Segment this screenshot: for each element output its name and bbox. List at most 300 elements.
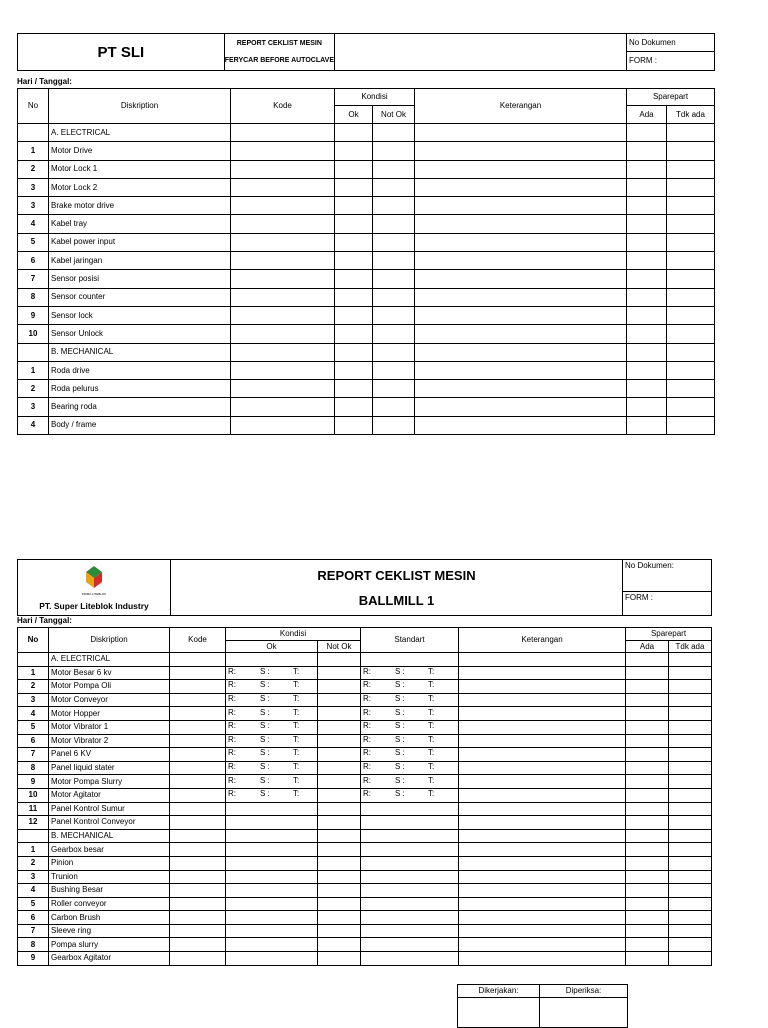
ada-checkbox[interactable] xyxy=(627,233,667,251)
kode-field[interactable] xyxy=(170,924,226,938)
not-ok-field[interactable] xyxy=(318,653,361,667)
row-no xyxy=(18,829,49,843)
ada-checkbox[interactable] xyxy=(626,816,669,830)
ada-checkbox[interactable] xyxy=(627,306,667,324)
tdk-ada-checkbox[interactable] xyxy=(669,680,712,694)
not-ok-checkbox[interactable] xyxy=(373,233,415,251)
row-no: 9 xyxy=(18,775,49,789)
not-ok-field[interactable] xyxy=(318,775,361,789)
ada-checkbox[interactable] xyxy=(626,829,669,843)
tdk-ada-checkbox[interactable] xyxy=(669,924,712,938)
rst-r-label: R: xyxy=(228,734,236,744)
ok-checkbox[interactable] xyxy=(335,252,373,270)
ada-checkbox[interactable] xyxy=(626,870,669,884)
form2-header xyxy=(17,559,712,616)
kode-field[interactable] xyxy=(170,938,226,952)
not-ok-checkbox[interactable] xyxy=(373,252,415,270)
tdk-ada-checkbox[interactable] xyxy=(669,870,712,884)
standart-field[interactable] xyxy=(361,829,459,843)
keterangan-field[interactable] xyxy=(415,215,627,233)
ok-field[interactable] xyxy=(226,952,318,966)
ok-field[interactable] xyxy=(226,856,318,870)
keterangan-field[interactable] xyxy=(415,197,627,215)
not-ok-checkbox[interactable] xyxy=(373,197,415,215)
row-no: 3 xyxy=(18,693,49,707)
tdk-ada-checkbox[interactable] xyxy=(669,897,712,911)
ok-checkbox[interactable] xyxy=(335,124,373,142)
ada-checkbox[interactable] xyxy=(626,748,669,762)
keterangan-field[interactable] xyxy=(415,270,627,288)
ada-checkbox[interactable] xyxy=(626,843,669,857)
keterangan-field[interactable] xyxy=(459,870,626,884)
tdk-ada-checkbox[interactable] xyxy=(669,938,712,952)
keterangan-field[interactable] xyxy=(415,416,627,434)
ok-checkbox[interactable] xyxy=(335,288,373,306)
kode-field[interactable] xyxy=(170,856,226,870)
kode-field[interactable] xyxy=(231,325,335,343)
tdk-ada-checkbox[interactable] xyxy=(667,306,715,324)
tdk-ada-checkbox[interactable] xyxy=(669,707,712,721)
row-description: Kabel jaringan xyxy=(49,252,231,270)
not-ok-field[interactable] xyxy=(318,734,361,748)
keterangan-field[interactable] xyxy=(415,252,627,270)
ok-checkbox[interactable] xyxy=(335,343,373,361)
ada-checkbox[interactable] xyxy=(626,856,669,870)
ada-checkbox[interactable] xyxy=(626,952,669,966)
not-ok-field[interactable] xyxy=(318,816,361,830)
standart-field[interactable] xyxy=(361,653,459,667)
keterangan-field[interactable] xyxy=(415,160,627,178)
checked-by-signature-field[interactable] xyxy=(540,998,628,1028)
ada-checkbox[interactable] xyxy=(627,124,667,142)
standart-field[interactable] xyxy=(361,816,459,830)
tdk-ada-checkbox[interactable] xyxy=(667,142,715,160)
keterangan-field[interactable] xyxy=(459,856,626,870)
not-ok-checkbox[interactable] xyxy=(373,270,415,288)
not-ok-field[interactable] xyxy=(318,911,361,925)
ada-checkbox[interactable] xyxy=(627,288,667,306)
keterangan-field[interactable] xyxy=(459,816,626,830)
keterangan-field[interactable] xyxy=(459,666,626,680)
tdk-ada-checkbox[interactable] xyxy=(667,343,715,361)
standart-field[interactable] xyxy=(361,870,459,884)
ok-field[interactable] xyxy=(226,911,318,925)
kode-field[interactable] xyxy=(170,775,226,789)
standart-field[interactable] xyxy=(361,952,459,966)
col2-sparepart: Sparepart xyxy=(626,628,712,641)
keterangan-field[interactable] xyxy=(415,325,627,343)
standart-field[interactable] xyxy=(361,748,459,762)
tdk-ada-checkbox[interactable] xyxy=(667,233,715,251)
not-ok-checkbox[interactable] xyxy=(373,343,415,361)
ada-checkbox[interactable] xyxy=(627,325,667,343)
standart-field[interactable] xyxy=(361,788,459,802)
keterangan-field[interactable] xyxy=(459,911,626,925)
keterangan-field[interactable] xyxy=(415,178,627,196)
row-description: Sleeve ring xyxy=(49,924,170,938)
not-ok-checkbox[interactable] xyxy=(373,160,415,178)
row-description: Roda drive xyxy=(49,361,231,379)
ok-field[interactable] xyxy=(226,653,318,667)
keterangan-field[interactable] xyxy=(459,843,626,857)
ada-checkbox[interactable] xyxy=(626,897,669,911)
kode-field[interactable] xyxy=(231,142,335,160)
not-ok-checkbox[interactable] xyxy=(373,398,415,416)
ok-field[interactable] xyxy=(226,788,318,802)
ada-checkbox[interactable] xyxy=(627,252,667,270)
not-ok-field[interactable] xyxy=(318,707,361,721)
not-ok-field[interactable] xyxy=(318,938,361,952)
tdk-ada-checkbox[interactable] xyxy=(667,380,715,398)
kode-field[interactable] xyxy=(170,897,226,911)
not-ok-field[interactable] xyxy=(318,748,361,762)
tdk-ada-checkbox[interactable] xyxy=(669,666,712,680)
ok-field[interactable] xyxy=(226,870,318,884)
ok-field[interactable] xyxy=(226,680,318,694)
tdk-ada-checkbox[interactable] xyxy=(667,252,715,270)
ok-checkbox[interactable] xyxy=(335,398,373,416)
kode-field[interactable] xyxy=(170,788,226,802)
keterangan-field[interactable] xyxy=(415,380,627,398)
kode-field[interactable] xyxy=(170,707,226,721)
ok-field[interactable] xyxy=(226,693,318,707)
not-ok-field[interactable] xyxy=(318,897,361,911)
row-description: B. MECHANICAL xyxy=(49,343,231,361)
ada-checkbox[interactable] xyxy=(626,775,669,789)
row-description: Kabel tray xyxy=(49,215,231,233)
keterangan-field[interactable] xyxy=(459,938,626,952)
kode-field[interactable] xyxy=(170,816,226,830)
tdk-ada-checkbox[interactable] xyxy=(669,788,712,802)
ada-checkbox[interactable] xyxy=(626,680,669,694)
keterangan-field[interactable] xyxy=(415,306,627,324)
not-ok-field[interactable] xyxy=(318,870,361,884)
tdk-ada-checkbox[interactable] xyxy=(667,398,715,416)
ada-checkbox[interactable] xyxy=(626,720,669,734)
not-ok-checkbox[interactable] xyxy=(373,306,415,324)
col-kondisi: Kondisi xyxy=(335,89,415,106)
ada-checkbox[interactable] xyxy=(627,160,667,178)
keterangan-field[interactable] xyxy=(415,343,627,361)
not-ok-checkbox[interactable] xyxy=(373,178,415,196)
tdk-ada-checkbox[interactable] xyxy=(669,816,712,830)
ada-checkbox[interactable] xyxy=(627,142,667,160)
not-ok-field[interactable] xyxy=(318,924,361,938)
ok-checkbox[interactable] xyxy=(335,306,373,324)
kode-field[interactable] xyxy=(170,884,226,898)
ada-checkbox[interactable] xyxy=(626,734,669,748)
tdk-ada-checkbox[interactable] xyxy=(669,734,712,748)
ada-checkbox[interactable] xyxy=(627,361,667,379)
ok-field[interactable] xyxy=(226,761,318,775)
standart-field[interactable] xyxy=(361,720,459,734)
kode-field[interactable] xyxy=(231,252,335,270)
table-row xyxy=(18,734,712,748)
rst-s-label: S : xyxy=(395,707,405,717)
tdk-ada-checkbox[interactable] xyxy=(669,802,712,816)
kode-field[interactable] xyxy=(170,802,226,816)
ok-checkbox[interactable] xyxy=(335,160,373,178)
ada-checkbox[interactable] xyxy=(626,924,669,938)
keterangan-field[interactable] xyxy=(459,734,626,748)
ok-field[interactable] xyxy=(226,829,318,843)
ok-field[interactable] xyxy=(226,897,318,911)
kode-field[interactable] xyxy=(231,270,335,288)
ok-checkbox[interactable] xyxy=(335,270,373,288)
ada-checkbox[interactable] xyxy=(626,802,669,816)
kode-field[interactable] xyxy=(170,761,226,775)
row-description: Gearbox besar xyxy=(49,843,170,857)
kode-field[interactable] xyxy=(231,197,335,215)
tdk-ada-checkbox[interactable] xyxy=(667,270,715,288)
ok-field[interactable] xyxy=(226,775,318,789)
tdk-ada-checkbox[interactable] xyxy=(669,693,712,707)
not-ok-field[interactable] xyxy=(318,829,361,843)
standart-field[interactable] xyxy=(361,884,459,898)
form1-company: PT SLI xyxy=(18,34,225,70)
ada-checkbox[interactable] xyxy=(627,215,667,233)
kode-field[interactable] xyxy=(231,233,335,251)
keterangan-field[interactable] xyxy=(415,398,627,416)
kode-field[interactable] xyxy=(231,306,335,324)
keterangan-field[interactable] xyxy=(415,361,627,379)
tdk-ada-checkbox[interactable] xyxy=(669,653,712,667)
tdk-ada-checkbox[interactable] xyxy=(669,720,712,734)
standart-field[interactable] xyxy=(361,802,459,816)
ok-field[interactable] xyxy=(226,734,318,748)
done-by-signature-field[interactable] xyxy=(458,998,540,1028)
ok-checkbox[interactable] xyxy=(335,178,373,196)
ok-checkbox[interactable] xyxy=(335,233,373,251)
not-ok-field[interactable] xyxy=(318,761,361,775)
ok-field[interactable] xyxy=(226,816,318,830)
not-ok-checkbox[interactable] xyxy=(373,380,415,398)
keterangan-field[interactable] xyxy=(459,884,626,898)
tdk-ada-checkbox[interactable] xyxy=(669,829,712,843)
standart-field[interactable] xyxy=(361,775,459,789)
ok-field[interactable] xyxy=(226,666,318,680)
row-no: 3 xyxy=(18,398,49,416)
tdk-ada-checkbox[interactable] xyxy=(669,843,712,857)
keterangan-field[interactable] xyxy=(415,233,627,251)
standart-field[interactable] xyxy=(361,707,459,721)
kode-field[interactable] xyxy=(170,829,226,843)
tdk-ada-checkbox[interactable] xyxy=(667,361,715,379)
tdk-ada-checkbox[interactable] xyxy=(669,884,712,898)
not-ok-field[interactable] xyxy=(318,884,361,898)
kode-field[interactable] xyxy=(231,416,335,434)
ok-field[interactable] xyxy=(226,802,318,816)
ada-checkbox[interactable] xyxy=(626,666,669,680)
tdk-ada-checkbox[interactable] xyxy=(669,952,712,966)
ada-checkbox[interactable] xyxy=(626,707,669,721)
tdk-ada-checkbox[interactable] xyxy=(669,748,712,762)
standart-field[interactable] xyxy=(361,680,459,694)
ada-checkbox[interactable] xyxy=(626,938,669,952)
ada-checkbox[interactable] xyxy=(627,416,667,434)
not-ok-field[interactable] xyxy=(318,856,361,870)
ok-field[interactable] xyxy=(226,884,318,898)
kode-field[interactable] xyxy=(170,911,226,925)
ok-checkbox[interactable] xyxy=(335,361,373,379)
not-ok-field[interactable] xyxy=(318,952,361,966)
ok-field[interactable] xyxy=(226,924,318,938)
keterangan-field[interactable] xyxy=(415,142,627,160)
tdk-ada-checkbox[interactable] xyxy=(669,856,712,870)
rst-t-label: T: xyxy=(293,694,300,704)
keterangan-field[interactable] xyxy=(459,680,626,694)
keterangan-field[interactable] xyxy=(415,124,627,142)
not-ok-checkbox[interactable] xyxy=(373,142,415,160)
keterangan-field[interactable] xyxy=(459,897,626,911)
ada-checkbox[interactable] xyxy=(626,884,669,898)
ada-checkbox[interactable] xyxy=(627,270,667,288)
not-ok-checkbox[interactable] xyxy=(373,325,415,343)
tdk-ada-checkbox[interactable] xyxy=(669,775,712,789)
keterangan-field[interactable] xyxy=(459,775,626,789)
kode-field[interactable] xyxy=(231,398,335,416)
tdk-ada-checkbox[interactable] xyxy=(667,178,715,196)
keterangan-field[interactable] xyxy=(459,653,626,667)
row-no: 6 xyxy=(18,911,49,925)
kode-field[interactable] xyxy=(231,160,335,178)
kode-field[interactable] xyxy=(170,680,226,694)
keterangan-field[interactable] xyxy=(459,829,626,843)
row-no: 6 xyxy=(18,734,49,748)
tdk-ada-checkbox[interactable] xyxy=(667,288,715,306)
keterangan-field[interactable] xyxy=(459,693,626,707)
kode-field[interactable] xyxy=(170,870,226,884)
tdk-ada-checkbox[interactable] xyxy=(667,215,715,233)
standart-field[interactable] xyxy=(361,666,459,680)
table-row xyxy=(18,215,715,233)
keterangan-field[interactable] xyxy=(459,952,626,966)
kode-field[interactable] xyxy=(231,124,335,142)
not-ok-field[interactable] xyxy=(318,843,361,857)
not-ok-field[interactable] xyxy=(318,693,361,707)
ada-checkbox[interactable] xyxy=(626,653,669,667)
kode-field[interactable] xyxy=(170,653,226,667)
standart-field[interactable] xyxy=(361,938,459,952)
rst-r-label: R: xyxy=(228,666,236,676)
ok-checkbox[interactable] xyxy=(335,380,373,398)
not-ok-checkbox[interactable] xyxy=(373,416,415,434)
ok-checkbox[interactable] xyxy=(335,325,373,343)
keterangan-field[interactable] xyxy=(459,788,626,802)
keterangan-field[interactable] xyxy=(415,288,627,306)
tdk-ada-checkbox[interactable] xyxy=(667,325,715,343)
ada-checkbox[interactable] xyxy=(626,761,669,775)
not-ok-field[interactable] xyxy=(318,788,361,802)
not-ok-checkbox[interactable] xyxy=(373,124,415,142)
standart-field[interactable] xyxy=(361,843,459,857)
ok-checkbox[interactable] xyxy=(335,197,373,215)
col2-no: No xyxy=(18,628,49,653)
standart-field[interactable] xyxy=(361,911,459,925)
ada-checkbox[interactable] xyxy=(626,693,669,707)
tdk-ada-checkbox[interactable] xyxy=(669,761,712,775)
col2-description: Diskription xyxy=(49,628,170,653)
tdk-ada-checkbox[interactable] xyxy=(669,911,712,925)
standart-field[interactable] xyxy=(361,924,459,938)
tdk-ada-checkbox[interactable] xyxy=(667,197,715,215)
form2-company: PT. Super Liteblok Industry xyxy=(39,601,149,611)
kode-field[interactable] xyxy=(170,720,226,734)
ok-checkbox[interactable] xyxy=(335,416,373,434)
kode-field[interactable] xyxy=(231,380,335,398)
form2-date-label: Hari / Tanggal: xyxy=(17,616,72,625)
ok-field[interactable] xyxy=(226,707,318,721)
row-no: 6 xyxy=(18,252,49,270)
tdk-ada-checkbox[interactable] xyxy=(667,160,715,178)
standart-field[interactable] xyxy=(361,761,459,775)
ada-checkbox[interactable] xyxy=(627,398,667,416)
rst-r-label: R: xyxy=(363,666,371,676)
kode-field[interactable] xyxy=(170,693,226,707)
tdk-ada-checkbox[interactable] xyxy=(667,416,715,434)
kode-field[interactable] xyxy=(170,843,226,857)
kode-field[interactable] xyxy=(170,748,226,762)
row-description: Motor Agitator xyxy=(49,788,170,802)
row-description: A. ELECTRICAL xyxy=(49,124,231,142)
ok-field[interactable] xyxy=(226,938,318,952)
ada-checkbox[interactable] xyxy=(627,197,667,215)
ok-field[interactable] xyxy=(226,748,318,762)
keterangan-field[interactable] xyxy=(459,720,626,734)
keterangan-field[interactable] xyxy=(459,707,626,721)
ada-checkbox[interactable] xyxy=(627,343,667,361)
standart-field[interactable] xyxy=(361,897,459,911)
not-ok-checkbox[interactable] xyxy=(373,215,415,233)
not-ok-checkbox[interactable] xyxy=(373,361,415,379)
kode-field[interactable] xyxy=(231,178,335,196)
kode-field[interactable] xyxy=(170,666,226,680)
standart-field[interactable] xyxy=(361,856,459,870)
not-ok-field[interactable] xyxy=(318,680,361,694)
rst-r-label: R: xyxy=(228,707,236,717)
ok-checkbox[interactable] xyxy=(335,142,373,160)
kode-field[interactable] xyxy=(170,952,226,966)
kode-field[interactable] xyxy=(231,361,335,379)
ada-checkbox[interactable] xyxy=(627,178,667,196)
kode-field[interactable] xyxy=(231,288,335,306)
ada-checkbox[interactable] xyxy=(626,788,669,802)
ada-checkbox[interactable] xyxy=(626,911,669,925)
ada-checkbox[interactable] xyxy=(627,380,667,398)
kode-field[interactable] xyxy=(231,215,335,233)
keterangan-field[interactable] xyxy=(459,802,626,816)
tdk-ada-checkbox[interactable] xyxy=(667,124,715,142)
not-ok-field[interactable] xyxy=(318,666,361,680)
not-ok-field[interactable] xyxy=(318,802,361,816)
col2-keterangan: Keterangan xyxy=(459,628,626,653)
standart-field[interactable] xyxy=(361,734,459,748)
keterangan-field[interactable] xyxy=(459,748,626,762)
not-ok-checkbox[interactable] xyxy=(373,288,415,306)
rst-s-label: S : xyxy=(260,721,270,731)
ok-field[interactable] xyxy=(226,720,318,734)
kode-field[interactable] xyxy=(231,343,335,361)
standart-field[interactable] xyxy=(361,693,459,707)
not-ok-field[interactable] xyxy=(318,720,361,734)
ok-field[interactable] xyxy=(226,843,318,857)
keterangan-field[interactable] xyxy=(459,924,626,938)
row-no: 2 xyxy=(18,160,49,178)
keterangan-field[interactable] xyxy=(459,761,626,775)
ok-checkbox[interactable] xyxy=(335,215,373,233)
kode-field[interactable] xyxy=(170,734,226,748)
table-row xyxy=(18,720,712,734)
